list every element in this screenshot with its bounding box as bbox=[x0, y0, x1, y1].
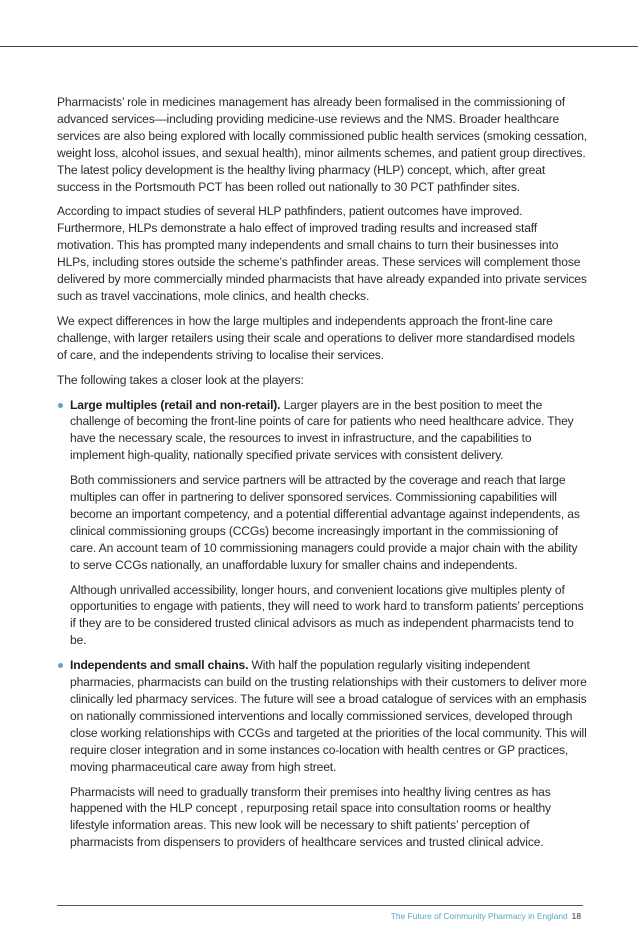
independents-lead-text: With half the population regularly visiting independent pharmacies, pharmacists can build on the trusting relationships with their customers to deliver more clinically led pharmacy services. The future will see a broad catalogue of services with an emphasis on nationally commissioned interventions and locally commissioned services, developed through close working relationships with CCGs and targeted at the priorities of the local community. This will require closer integration and in some instances co-location with health centres or GP practices, moving pharmaceutical care away from high street. bbox=[70, 658, 587, 774]
bullet-icon bbox=[58, 663, 63, 668]
large-multiples-commissioning-paragraph: Both commissioners and service partners will be attracted by the coverage and reach that large multiples can offer in partnering to deliver sponsored services. Commissioning capabilities will become an important competency, and a potential differential advantage against independents, as clinical commissioning groups (CCGs) become increasingly important in the commissioning of care. An account team of 10 commissioning managers could provide a major chain with the ability to serve CCGs nationally, an unaffordable luxury for smaller chains and independents. bbox=[70, 473, 580, 572]
paragraph-players-intro: The following takes a closer look at the players: bbox=[57, 372, 304, 387]
list-item-large-multiples bbox=[57, 397, 587, 650]
independents-premises-paragraph: Pharmacists will need to gradually transform their premises into healthy living centres as has happened with the HLP concept , repurposing retail space into consultation rooms or healthy lifestyle information areas. This new look will be necessary to shift patients’ perception of pharmacists from dispensers to providers of healthcare services and trusted clinical advice. bbox=[70, 784, 551, 850]
large-multiples-accessibility-paragraph: Although unrivalled accessibility, longer hours, and convenient locations give multiples plenty of opportunities to engage with patients, they will need to work hard to transform patients’ perceptions if they are to be considered trusted clinical advisors as much as independent pharmacists tend to be. bbox=[70, 582, 584, 648]
header-divider bbox=[0, 46, 638, 47]
large-multiples-lead-paragraph bbox=[70, 397, 587, 465]
independents-lead-paragraph bbox=[70, 657, 587, 775]
list-item-independents bbox=[57, 657, 587, 851]
paragraph-advanced-services: Pharmacists’ role in medicines management has already been formalised in the commissioning of advanced services—including providing medicine-use reviews and the NMS. Broader healthcare services are also being explored with locally commissioned public health services (smoking cessation, weight loss, alcohol issues, and sexual health), minor ailments schemes, and patient group directives. The latest policy development is the healthy living pharmacy (HLP) concept, which, after great success in the Portsmouth PCT has been rolled out nationally to 30 PCT pathfinder sites. bbox=[57, 95, 587, 194]
independents-heading: Independents and small chains. bbox=[70, 658, 249, 673]
paragraph-expected-differences: We expect differences in how the large multiples and independents approach the front-line care challenge, with larger retailers using their scale and operations to deliver more standardised models of care, and the independents striving to localise their services. bbox=[57, 313, 575, 362]
page-body bbox=[57, 94, 587, 859]
large-multiples-lead-text: Larger players are in the best position to meet the challenge of becoming the front-line points of care for patients who need healthcare advice. They have the necessary scale, the resources to invest in infrastructure, and the capabilities to implement high-quality, nationally specified private services with consistent delivery. bbox=[70, 397, 574, 463]
page-number: 18 bbox=[571, 911, 581, 921]
large-multiples-heading: Large multiples (retail and non-retail). bbox=[70, 397, 281, 412]
footer-divider bbox=[57, 905, 583, 906]
paragraph-hlp-impact: According to impact studies of several HLP pathfinders, patient outcomes have improved. Furthermore, HLPs demonstrate a halo effect of improved trading results and increased staff motivation. This has prompted many independents and small chains to turn their businesses into HLPs, including stores outside the scheme’s pathfinder areas. These services will complement those delivered by more commercially minded pharmacists that have already expanded into private services such as travel vaccinations, mole clinics, and health checks. bbox=[57, 204, 587, 303]
players-list bbox=[57, 397, 587, 852]
page-footer bbox=[391, 911, 581, 921]
footer-title: The Future of Community Pharmacy in England bbox=[390, 911, 568, 921]
bullet-icon bbox=[58, 403, 63, 408]
